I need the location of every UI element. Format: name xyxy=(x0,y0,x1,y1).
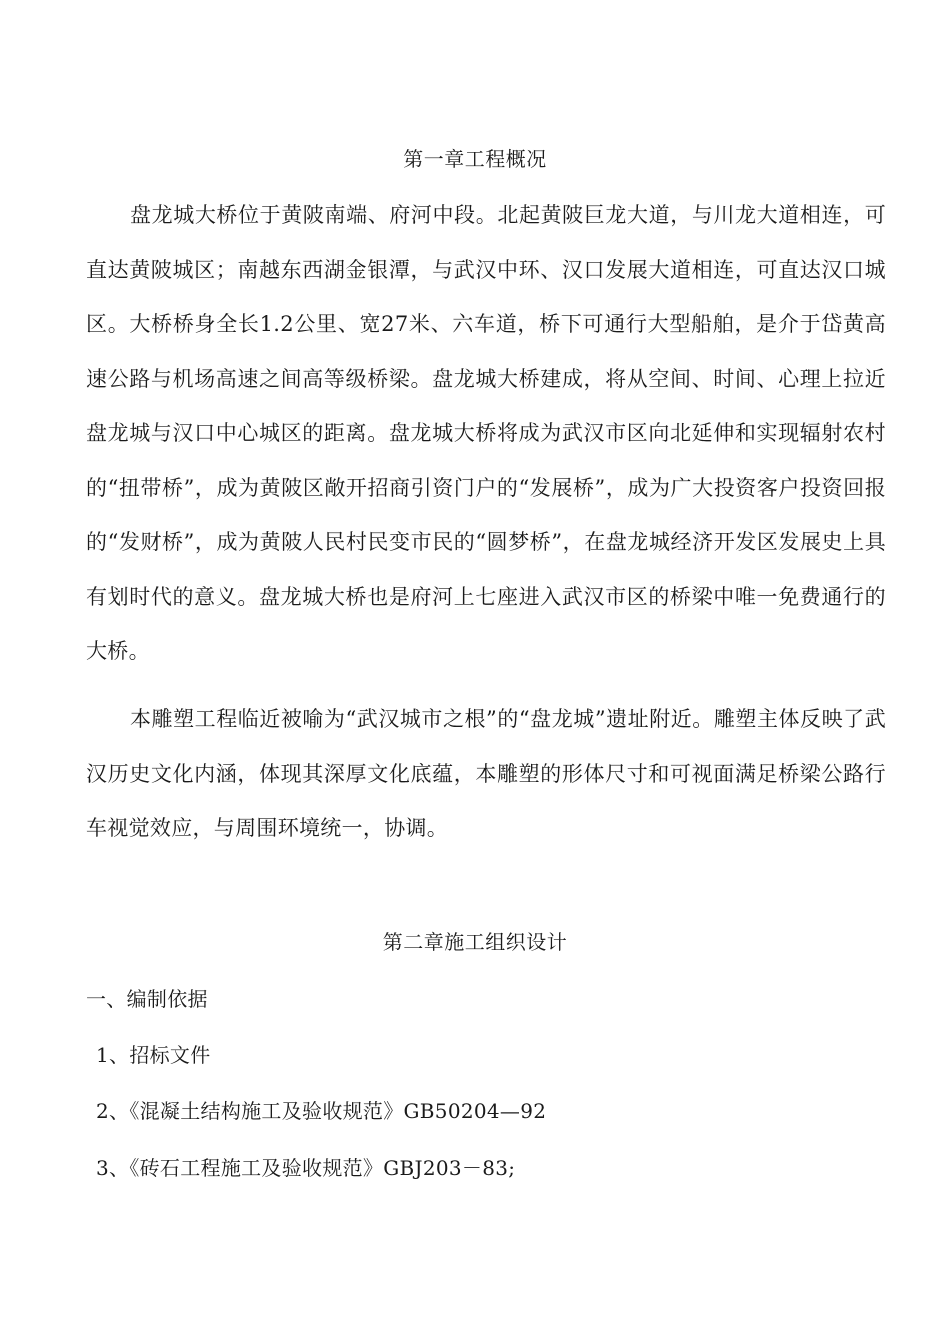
section-heading: 一、编制依据 xyxy=(86,987,208,1011)
chapter-1-paragraph-1: 盘龙城大桥位于黄陂南端、府河中段。北起黄陂巨龙大道，与川龙大道相连，可直达黄陂城区；南越东西湖金银潭，与武汉中环、汉口发展大道相连，可直达汉口城区。大桥桥身全长1.2公里、宽27米、六车道，桥下可通行大型船舶，是介于岱黄高速公路与机场高速之间高等级桥梁。盘龙城大桥建成，将从空间、时间、心理上拉近盘龙城与汉口中心城区的距离。盘龙城大桥将成为武汉市区向北延伸和实现辐射农村的“扭带桥”，成为黄陂区敞开招商引资门户的“发展桥”，成为广大投资客户投资回报的“发财桥”，成为黄陂人民村民变市民的“圆梦桥”，在盘龙城经济开发区发展史上具有划时代的意义。盘龙城大桥也是府河上七座进入武汉市区的桥梁中唯一免费通行的大桥。 xyxy=(86,203,886,663)
list-item: 1、招标文件 xyxy=(96,1043,211,1067)
chapter-1-paragraph-2: 本雕塑工程临近被喻为“武汉城市之根”的“盘龙城”遗址附近。雕塑主体反映了武汉历史文化内涵，体现其深厚文化底蕴，本雕塑的形体尺寸和可视面满足桥梁公路行车视觉效应，与周围环境统一，协调。 xyxy=(86,707,886,840)
chapter-2-title: 第二章施工组织设计 xyxy=(382,930,568,954)
list-item: 2、《混凝土结构施工及验收规范》GB50204—92 xyxy=(96,1099,547,1123)
list-item: 3、《砖石工程施工及验收规范》GBJ203－83; xyxy=(96,1156,516,1180)
chapter-1-title: 第一章工程概况 xyxy=(403,147,547,171)
